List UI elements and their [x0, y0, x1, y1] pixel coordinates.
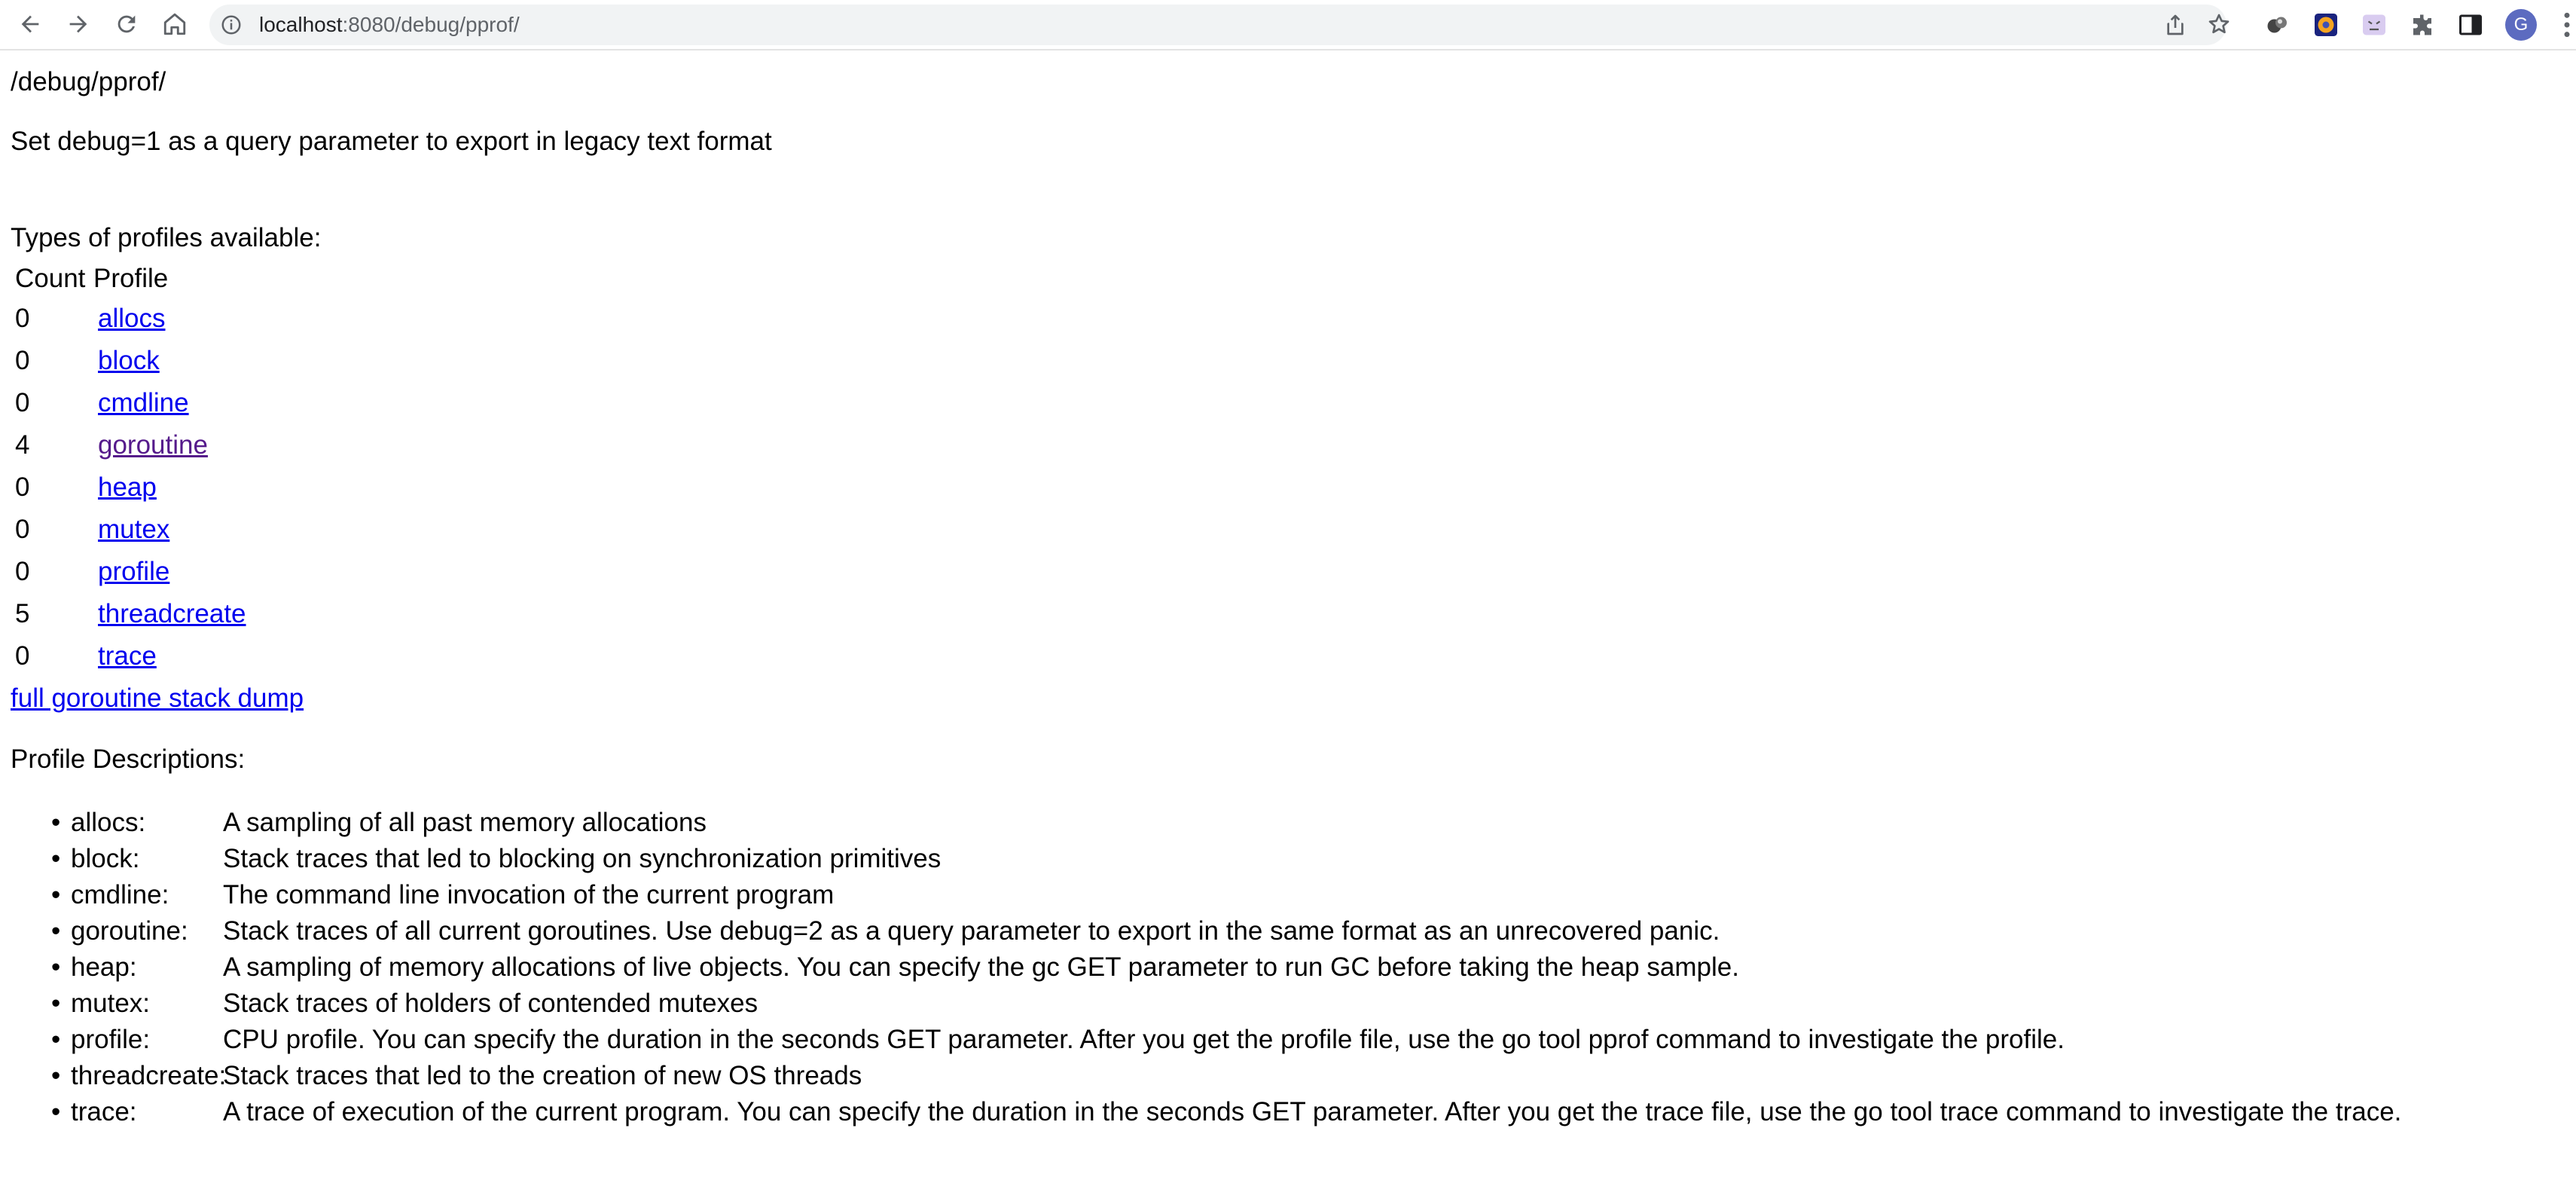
- profile-count: 0: [15, 304, 30, 333]
- profile-descriptions-list: [11, 805, 2401, 1130]
- description-text: Stack traces of all current goroutines. Use debug=2 as a query parameter to export in the same format as an unrecovered panic.: [223, 916, 1720, 946]
- home-button[interactable]: [157, 6, 193, 42]
- profile-count: 0: [15, 472, 30, 502]
- table-row: [11, 340, 246, 382]
- bullet-icon: •: [51, 1025, 61, 1054]
- bullet-icon: •: [51, 989, 61, 1018]
- info-icon[interactable]: [220, 14, 243, 36]
- url-path: :8080/debug/pprof/: [342, 13, 520, 36]
- profile-link-mutex[interactable]: mutex: [98, 515, 170, 544]
- bullet-icon: •: [51, 1061, 61, 1090]
- list-item: [11, 1022, 2401, 1058]
- description-name: threadcreate:: [71, 1061, 227, 1090]
- profile-link-allocs[interactable]: allocs: [98, 304, 166, 333]
- types-heading: Types of profiles available:: [11, 223, 322, 252]
- table-row: [11, 382, 246, 424]
- profile-count: 0: [15, 515, 30, 544]
- bullet-icon: •: [51, 880, 61, 909]
- description-name: allocs:: [71, 808, 146, 837]
- list-item: [11, 1094, 2401, 1130]
- profile-link-trace[interactable]: trace: [98, 641, 157, 671]
- star-icon[interactable]: [2207, 12, 2231, 36]
- extension-2-button[interactable]: [2311, 10, 2341, 40]
- table-header-row: [11, 260, 246, 298]
- profile-link-threadcreate[interactable]: threadcreate: [98, 599, 246, 628]
- list-item: [11, 1058, 2401, 1094]
- reload-button[interactable]: [108, 6, 145, 42]
- profile-count: 5: [15, 599, 30, 628]
- description-text: Stack traces that led to blocking on synchronization primitives: [223, 844, 942, 873]
- profile-link-block[interactable]: block: [98, 346, 160, 375]
- bullet-icon: •: [51, 844, 61, 873]
- share-icon[interactable]: [2163, 13, 2187, 37]
- list-item: [11, 949, 2401, 986]
- profile-count: 0: [15, 557, 30, 586]
- description-text: CPU profile. You can specify the duration in the seconds GET parameter. After you get the profile file, use the go tool pprof command to investigate the profile.: [223, 1025, 2065, 1054]
- profile-link-cmdline[interactable]: cmdline: [98, 388, 189, 417]
- description-name: mutex:: [71, 989, 151, 1018]
- profile-link-heap[interactable]: heap: [98, 472, 157, 502]
- page-title: /debug/pprof/: [11, 67, 166, 96]
- url-host: localhost: [259, 13, 343, 36]
- profile-count: 0: [15, 641, 30, 671]
- url-text[interactable]: [259, 5, 520, 45]
- description-name: profile:: [71, 1025, 151, 1054]
- back-arrow-icon: [17, 11, 43, 37]
- table-row: [11, 466, 246, 509]
- list-item: [11, 805, 2401, 841]
- bullet-icon: •: [51, 1097, 61, 1126]
- profile-column-header: Profile: [93, 264, 169, 293]
- table-row: [11, 298, 246, 340]
- profile-count: 0: [15, 388, 30, 417]
- description-name: goroutine:: [71, 916, 188, 946]
- home-icon: [162, 11, 188, 37]
- description-name: cmdline:: [71, 880, 169, 909]
- profile-link-goroutine[interactable]: goroutine: [98, 430, 208, 460]
- table-row: [11, 635, 246, 677]
- extension-1-button[interactable]: [2263, 10, 2293, 40]
- full-goroutine-dump-link[interactable]: full goroutine stack dump: [11, 683, 304, 713]
- description-text: The command line invocation of the current program: [223, 880, 835, 909]
- side-panel-button[interactable]: [2455, 10, 2486, 40]
- profile-avatar[interactable]: G: [2505, 9, 2537, 41]
- description-text: Stack traces that led to the creation of new OS threads: [223, 1061, 862, 1090]
- descriptions-heading: Profile Descriptions:: [11, 744, 246, 774]
- description-name: block:: [71, 844, 140, 873]
- side-panel-icon: [2457, 11, 2484, 38]
- description-text: A sampling of memory allocations of live objects. You can specify the gc GET parameter to run GC before taking the heap sample.: [223, 952, 1739, 982]
- back-button[interactable]: [12, 6, 48, 42]
- puzzle-icon: [2409, 11, 2436, 38]
- description-text: A sampling of all past memory allocations: [223, 808, 707, 837]
- extension-face-icon: [2361, 11, 2388, 38]
- bullet-icon: •: [51, 916, 61, 946]
- table-row: [11, 593, 246, 635]
- list-item: [11, 841, 2401, 877]
- bullet-icon: •: [51, 808, 61, 837]
- table-row: [11, 551, 246, 593]
- list-item: [11, 986, 2401, 1022]
- list-item: [11, 913, 2401, 949]
- bullet-icon: •: [51, 952, 61, 982]
- description-text: Stack traces of holders of contended mutexes: [223, 989, 758, 1018]
- address-bar[interactable]: [209, 5, 2227, 45]
- kebab-menu-icon[interactable]: [2559, 11, 2574, 39]
- reload-icon: [114, 11, 139, 37]
- browser-toolbar: [0, 0, 2576, 50]
- forward-button[interactable]: [60, 6, 96, 42]
- description-text: A trace of execution of the current program. You can specify the duration in the seconds GET parameter. After you get the trace file, use the go tool trace command to investigate the trace.: [223, 1097, 2402, 1126]
- profiles-table: [11, 260, 246, 677]
- profile-link-profile[interactable]: profile: [98, 557, 170, 586]
- table-row: [11, 424, 246, 466]
- list-item: [11, 877, 2401, 913]
- description-name: trace:: [71, 1097, 137, 1126]
- extension-3-button[interactable]: [2359, 10, 2389, 40]
- forward-arrow-icon: [66, 11, 91, 37]
- extension-globe-icon: [2312, 11, 2339, 38]
- count-column-header: Count: [15, 264, 86, 293]
- table-row: [11, 509, 246, 551]
- profile-count: 4: [15, 430, 30, 460]
- profile-count: 0: [15, 346, 30, 375]
- extensions-menu-button[interactable]: [2407, 10, 2437, 40]
- extension-balls-icon: [2264, 11, 2291, 38]
- description-name: heap:: [71, 952, 137, 982]
- debug-note: Set debug=1 as a query parameter to export in legacy text format: [11, 127, 772, 156]
